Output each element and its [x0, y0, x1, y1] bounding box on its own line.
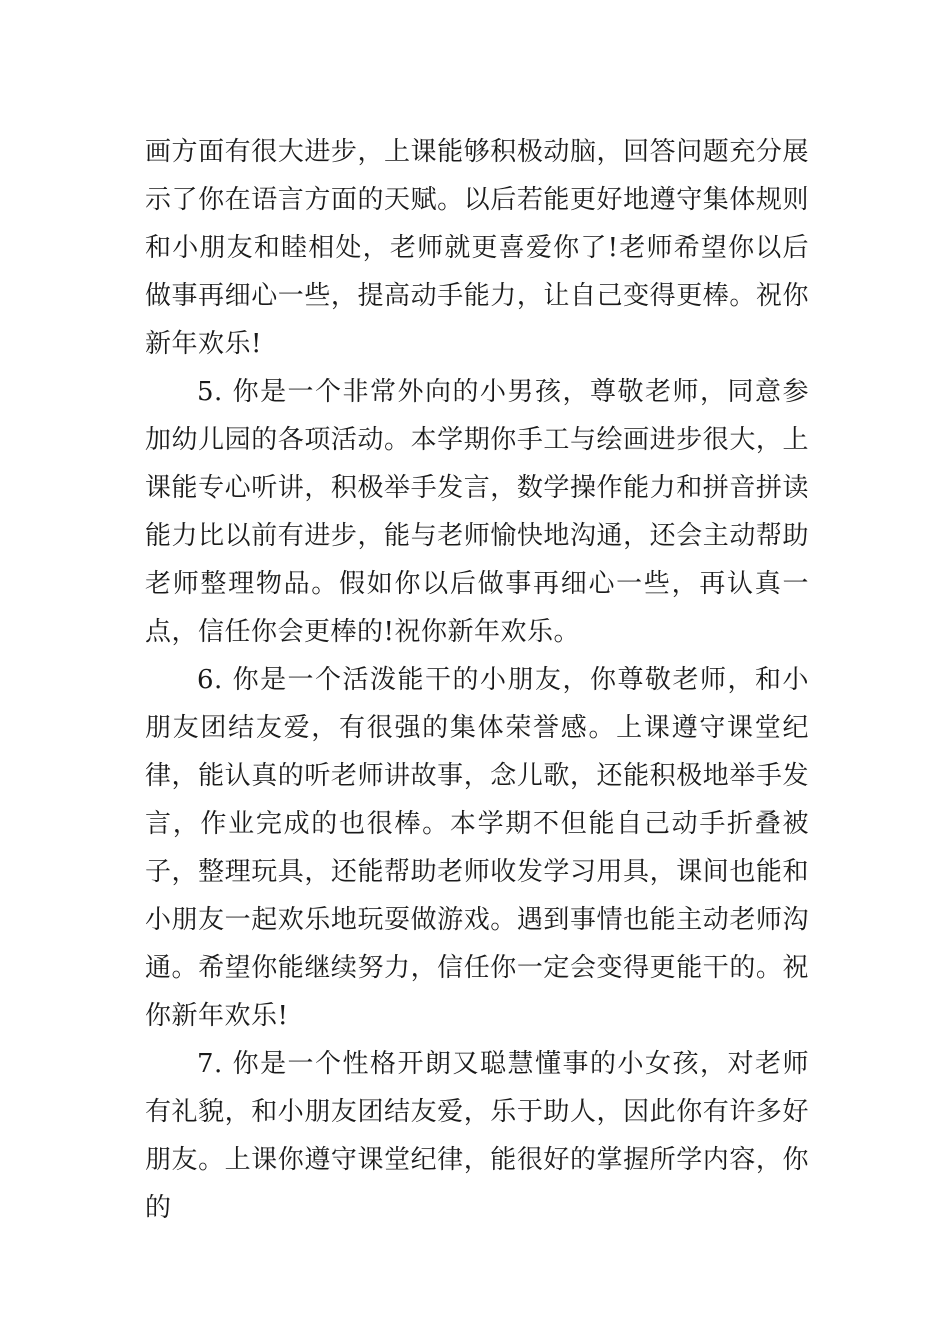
paragraph-continuation: 画方面有很大进步，上课能够积极动脑，回答问题充分展示了你在语言方面的天赋。以后若能更好地遵守集体规则和小朋友和睦相处，老师就更喜爱你了!老师希望你以后做事再细心一些，提高动手能力，让自己变得更棒。祝你新年欢乐! [145, 137, 809, 359]
paragraph-comment-5: 5. 你是一个非常外向的小男孩，尊敬老师，同意参加幼儿园的各项活动。本学期你手工与绘画进步很大，上课能专心听讲，积极举手发言，数学操作能力和拼音拼读能力比以前有进步，能与老师愉快地沟通，还会主动帮助老师整理物品。假如你以后做事再细心一些，再认真一点，信任你会更棒的!祝你新年欢乐。 [145, 377, 809, 647]
paragraph-comment-6: 6. 你是一个活泼能干的小朋友，你尊敬老师，和小朋友团结友爱，有很强的集体荣誉感。上课遵守课堂纪律，能认真的听老师讲故事，念儿歌，还能积极地举手发言，作业完成的也很棒。本学期不但能自己动手折叠被子，整理玩具，还能帮助老师收发学习用具，课间也能和小朋友一起欢乐地玩耍做游戏。遇到事情也能主动老师沟通。希望你能继续努力，信任你一定会变得更能干的。祝你新年欢乐! [145, 665, 809, 1031]
document-body [145, 128, 809, 1232]
paragraph-comment-7: 7. 你是一个性格开朗又聪慧懂事的小女孩，对老师有礼貌，和小朋友团结友爱，乐于助人，因此你有许多好朋友。上课你遵守课堂纪律，能很好的掌握所学内容，你的 [145, 1049, 809, 1223]
